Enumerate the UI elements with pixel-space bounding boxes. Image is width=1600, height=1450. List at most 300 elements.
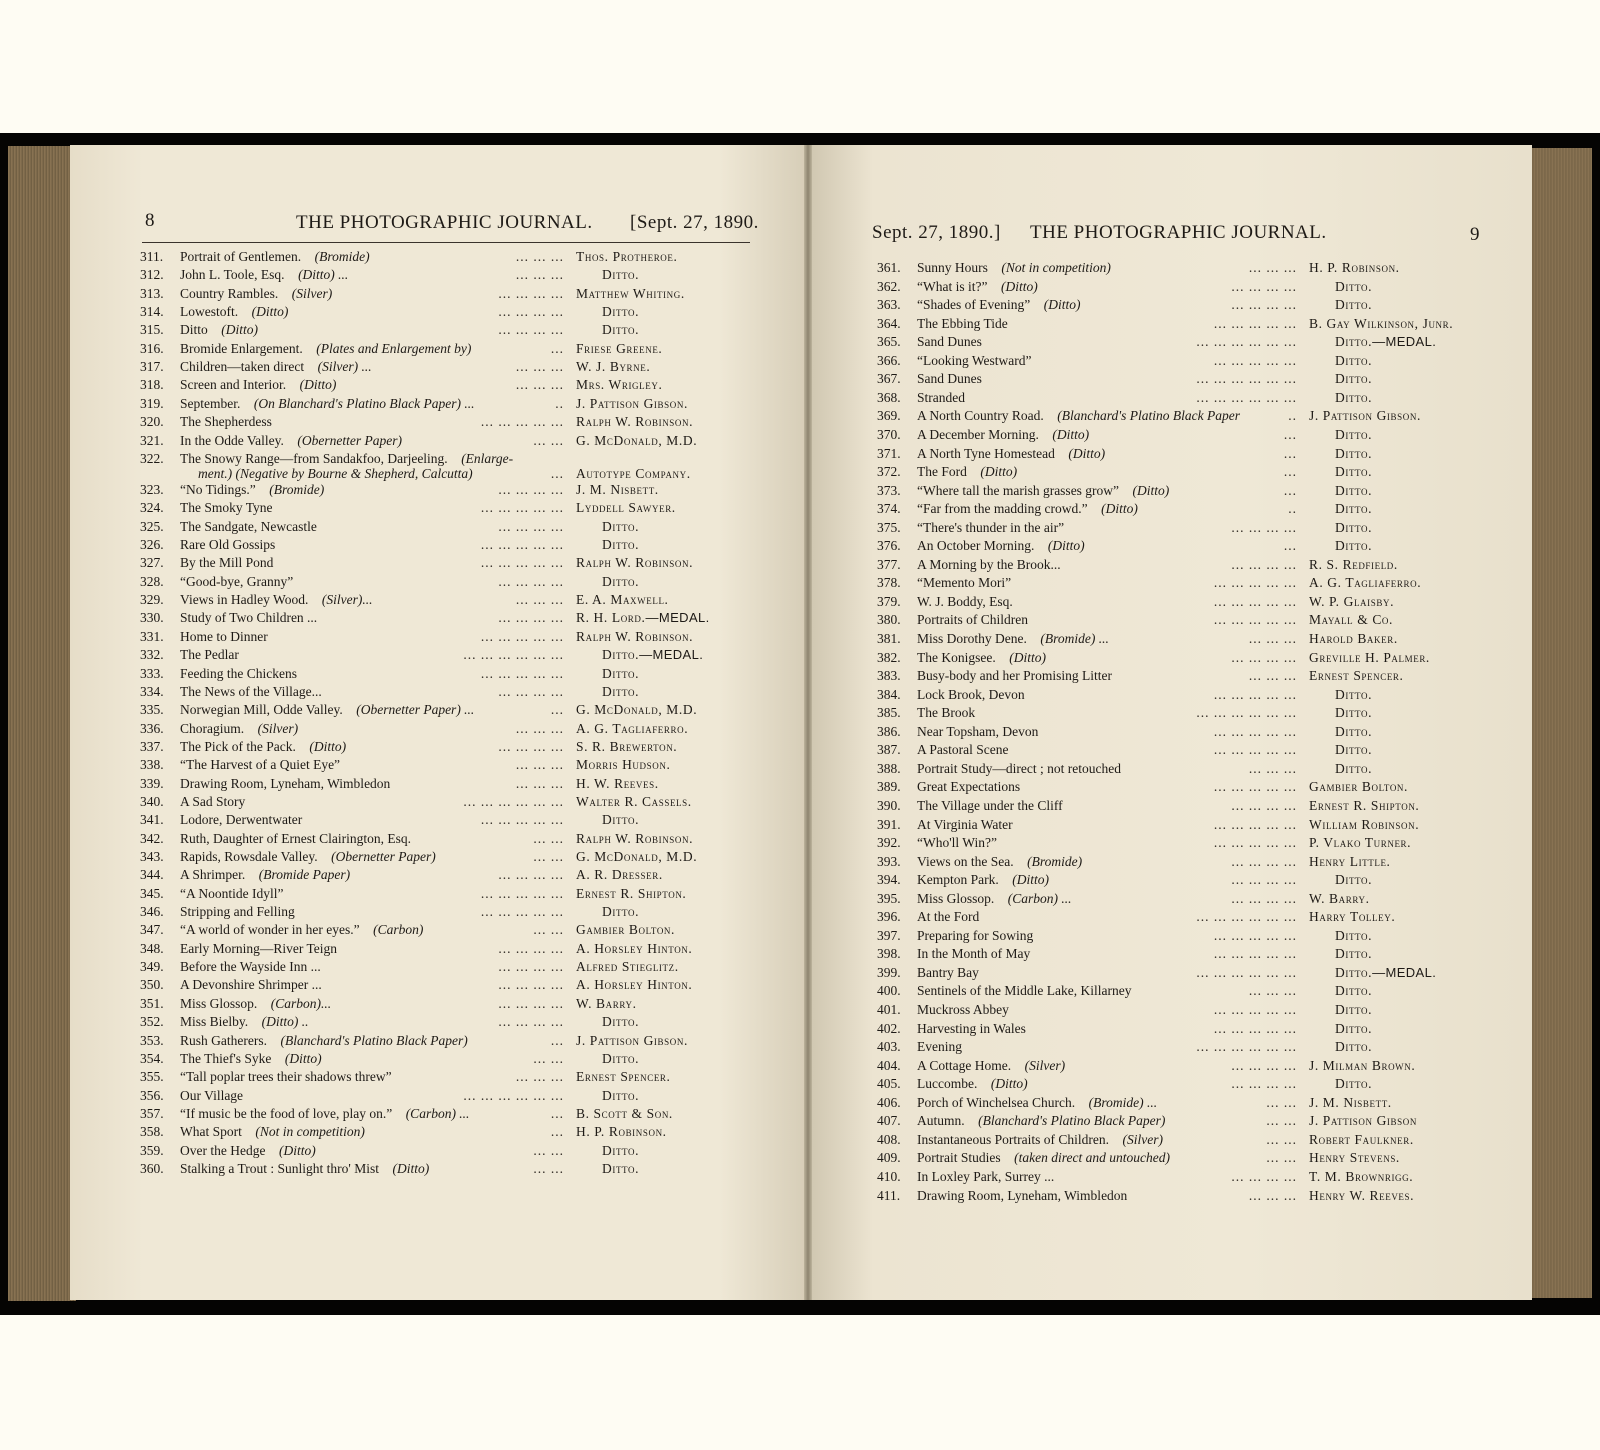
entry-row <box>877 296 1497 314</box>
leader-dots: ... <box>550 1124 564 1140</box>
leader-dots: ... ... ... ... ... <box>1213 723 1297 739</box>
author-name: Ditto. <box>1335 538 1373 554</box>
leader-dots: ... ... ... ... ... ... <box>1196 389 1297 405</box>
entry-title-text: A December Morning. <box>917 426 1039 442</box>
entry-number: 344. <box>140 867 164 883</box>
entry-process-note: (Obernetter Paper) <box>297 432 402 448</box>
entry-title <box>917 1094 1157 1112</box>
entry-title-text: In the Month of May <box>917 946 1031 962</box>
entry-author <box>602 646 703 664</box>
entry-process-note: (Ditto) ... <box>298 267 349 283</box>
entry-title <box>180 1032 468 1050</box>
entry-title-text: Stranded <box>917 389 965 405</box>
entry-number: 392. <box>877 835 901 851</box>
author-name: J. M. Nisbett. <box>576 482 659 498</box>
entry-title <box>180 628 268 646</box>
entry-title-text: Sand Dunes <box>917 334 982 350</box>
entry-row <box>877 352 1497 370</box>
entry-title-text: Bromide Enlargement. <box>180 340 303 356</box>
leader-dots: ... ... ... ... <box>498 683 564 699</box>
entry-title-text: Before the Wayside Inn ... <box>180 959 321 975</box>
entry-title <box>180 536 275 554</box>
entry-author <box>1335 1001 1372 1019</box>
entry-title <box>917 611 1028 629</box>
entry-author <box>1309 1057 1415 1075</box>
entry-title <box>180 413 272 431</box>
entry-author <box>576 793 692 811</box>
entry-number: 330. <box>140 610 164 626</box>
entry-author <box>1335 333 1436 351</box>
author-name: B. Scott & Son. <box>576 1105 673 1121</box>
entry-row <box>877 1149 1497 1167</box>
entry-title-text: Preparing for Sowing <box>917 927 1034 943</box>
entry-title-text: What Sport <box>180 1124 242 1140</box>
author-name: A. R. Dresser. <box>576 867 663 883</box>
entry-author <box>1309 797 1419 815</box>
author-name: E. A. Maxwell. <box>576 592 669 608</box>
entry-title-text: Study of Two Children ... <box>180 610 318 626</box>
entry-row <box>140 995 760 1013</box>
entry-title-text: An October Morning. <box>917 538 1035 554</box>
entry-title <box>180 903 295 921</box>
author-name: Ditto. <box>602 812 640 828</box>
entry-title <box>180 609 317 627</box>
entry-title <box>917 964 979 982</box>
entry-author <box>602 1087 639 1105</box>
leader-dots: ... ... <box>1266 1131 1297 1147</box>
leader-dots: ... ... ... ... <box>1231 1168 1297 1184</box>
entry-number: 404. <box>877 1057 901 1073</box>
leader-dots: ... ... ... ... ... <box>480 414 564 430</box>
author-name: Ralph W. Robinson. <box>576 414 694 430</box>
entry-title-text: The Thief's Syke <box>180 1050 272 1066</box>
entry-process-note: (Bromide Paper) <box>258 867 351 883</box>
entry-author <box>576 921 675 939</box>
entry-row <box>140 1032 760 1050</box>
entry-number: 409. <box>877 1150 901 1166</box>
leader-dots: ... ... ... ... ... <box>480 812 564 828</box>
leader-dots: ... ... ... ... ... ... <box>463 793 564 809</box>
leader-dots: ... <box>550 340 564 356</box>
leader-dots: ... ... ... ... <box>498 610 564 626</box>
entry-title-text: A Pastoral Scene <box>917 742 1009 758</box>
entry-number: 311. <box>140 249 164 264</box>
leader-dots: .. <box>555 395 564 411</box>
entry-author <box>602 321 639 339</box>
entry-process-note: (Ditto) .. <box>261 1014 309 1030</box>
entry-title-text: The Brook <box>917 705 976 721</box>
entry-title <box>917 1075 1028 1093</box>
entry-process-note: (Bromide) <box>269 482 325 498</box>
entry-number: 377. <box>877 556 901 572</box>
entry-title <box>180 1068 392 1086</box>
entry-row <box>140 756 760 774</box>
entry-title-text: “Looking Westward” <box>917 352 1032 368</box>
leader-dots: ... ... ... ... <box>1231 853 1297 869</box>
entry-number: 401. <box>877 1002 901 1017</box>
entry-number: 372. <box>877 464 901 480</box>
author-name: Ditto. <box>1335 742 1373 758</box>
author-name: Ditto. <box>602 683 640 699</box>
leader-dots: ... ... <box>533 922 564 938</box>
entry-process-note: (Ditto) <box>1068 445 1106 461</box>
leader-dots: ... <box>550 1032 564 1048</box>
entry-title-text: In Loxley Park, Surrey ... <box>917 1168 1055 1184</box>
entry-title-text: The Pick of the Pack. <box>180 738 296 754</box>
leader-dots: ... <box>1283 538 1297 554</box>
entry-title <box>180 775 390 793</box>
entry-row <box>140 413 760 431</box>
entry-number: 332. <box>140 647 164 663</box>
entry-title-text: Our Village <box>180 1087 244 1103</box>
entry-process-note: (Carbon)... <box>270 995 332 1011</box>
entry-author <box>1309 834 1411 852</box>
entry-author <box>576 775 659 793</box>
entry-row <box>140 665 760 683</box>
entry-title <box>180 518 317 536</box>
entry-row <box>140 720 760 738</box>
entry-number: 358. <box>140 1124 164 1140</box>
entry-author <box>576 340 662 358</box>
entry-number: 400. <box>877 983 901 999</box>
entry-title <box>180 995 331 1013</box>
entry-author <box>602 683 639 701</box>
entry-title-text: Busy-body and her Promising Litter <box>917 668 1112 684</box>
entry-author <box>1309 1131 1414 1149</box>
entry-title-text: “The Harvest of a Quiet Eye” <box>180 757 341 773</box>
author-name: Ralph W. Robinson. <box>576 830 694 846</box>
author-name: Mayall & Co. <box>1309 612 1394 628</box>
author-name: W. Barry. <box>1309 890 1370 906</box>
leader-dots: ... ... ... ... ... <box>1213 946 1297 962</box>
entry-title <box>917 853 1082 871</box>
entry-author <box>576 830 693 848</box>
entry-author <box>1335 982 1372 1000</box>
entry-title <box>917 834 997 852</box>
entry-row <box>140 683 760 701</box>
medal-award: —MEDAL. <box>639 647 704 663</box>
right-running-title: THE PHOTOGRAPHIC JOURNAL. <box>1030 222 1327 243</box>
entry-number: 322. <box>140 450 164 466</box>
entry-title-text: Kempton Park. <box>917 872 999 888</box>
entry-number: 360. <box>140 1160 164 1176</box>
leader-dots: ... ... ... ... ... <box>1213 352 1297 368</box>
leader-dots: ... ... ... ... <box>1231 556 1297 572</box>
entry-title-text: Views in Hadley Wood. <box>180 592 309 608</box>
left-date: [Sept. 27, 1890. <box>630 212 759 233</box>
entry-process-note: (Ditto) <box>1047 538 1085 554</box>
entry-row <box>877 704 1497 722</box>
entry-number: 313. <box>140 285 164 301</box>
leader-dots: ... ... <box>1266 1150 1297 1166</box>
entry-process-note: (Not in competition) <box>1001 260 1111 275</box>
entry-number: 410. <box>877 1168 901 1184</box>
entry-title-text: Stalking a Trout : Sunlight thro' Mist <box>180 1160 379 1176</box>
entry-row <box>140 554 760 572</box>
entry-process-note: (Obernetter Paper) ... <box>356 702 475 718</box>
entry-title <box>180 848 436 866</box>
leader-dots: ... ... ... ... ... ... <box>1196 371 1297 387</box>
entry-row <box>877 370 1497 388</box>
entry-row <box>877 1094 1497 1112</box>
entry-row <box>877 389 1497 407</box>
entry-row <box>877 908 1497 926</box>
entry-author <box>576 285 685 303</box>
author-name: G. McDonald, M.D. <box>576 849 698 865</box>
entry-author <box>1335 1075 1372 1093</box>
author-name: Ditto. <box>1335 482 1373 498</box>
entry-number: 339. <box>140 775 164 791</box>
entry-author <box>1335 445 1372 463</box>
entry-author <box>576 995 637 1013</box>
entry-title-text: “Memento Mori” <box>917 575 1012 591</box>
leader-dots: ... ... ... ... <box>498 959 564 975</box>
leader-dots: ... ... ... ... ... <box>1213 816 1297 832</box>
author-name: H. W. Reeves. <box>576 775 659 791</box>
entry-row <box>877 463 1497 481</box>
right-page-edges <box>1530 148 1592 1298</box>
entry-row <box>140 518 760 536</box>
entry-number: 319. <box>140 395 164 411</box>
entry-number: 396. <box>877 909 901 925</box>
entry-number: 379. <box>877 593 901 609</box>
entry-row <box>140 940 760 958</box>
author-name: Ditto. <box>602 1014 640 1030</box>
entry-title-text: Sunny Hours <box>917 260 988 275</box>
entry-number: 408. <box>877 1131 901 1147</box>
entry-number: 354. <box>140 1050 164 1066</box>
entry-row <box>877 1001 1497 1019</box>
entry-row <box>877 278 1497 296</box>
entry-title <box>180 665 297 683</box>
entry-author <box>1335 704 1372 722</box>
leader-dots: ... ... ... <box>515 267 564 283</box>
author-name: Ditto. <box>602 518 640 534</box>
entry-title-text: The Konigsee. <box>917 649 996 665</box>
leader-dots: ... ... <box>1266 1094 1297 1110</box>
entry-title <box>180 811 302 829</box>
entry-row <box>877 964 1497 982</box>
entry-title-text: Choragium. <box>180 720 245 736</box>
leader-dots: ... ... ... ... ... <box>1213 686 1297 702</box>
entry-number: 398. <box>877 946 901 962</box>
entry-process-note: (Ditto) <box>1000 278 1038 294</box>
entry-title <box>180 885 283 903</box>
entry-author <box>576 1032 688 1050</box>
entry-row <box>140 1013 760 1031</box>
entry-row <box>140 903 760 921</box>
entry-author <box>1335 927 1372 945</box>
entry-title <box>180 866 350 884</box>
entry-row <box>877 723 1497 741</box>
entry-number: 331. <box>140 628 164 644</box>
author-name: Ditto. <box>602 1050 640 1066</box>
entry-title-text: The Shepherdess <box>180 414 272 430</box>
leader-dots: ... ... ... ... ... ... <box>1196 1039 1297 1055</box>
author-name: Ditto. <box>1335 872 1373 888</box>
entry-number: 369. <box>877 408 901 424</box>
leader-dots: ... ... <box>533 1142 564 1158</box>
entry-title <box>917 649 1046 667</box>
entry-title-text: Stripping and Felling <box>180 904 295 920</box>
entry-author <box>1335 370 1372 388</box>
entry-author <box>1309 574 1421 592</box>
entry-title-text: A Shrimper. <box>180 867 246 883</box>
entry-title <box>917 482 1169 500</box>
entry-author <box>576 481 659 499</box>
author-name: J. Pattison Gibson <box>1309 1113 1417 1129</box>
entry-author <box>576 591 669 609</box>
entry-title-text: In the Odde Valley. <box>180 432 284 448</box>
leader-dots: ... <box>1283 482 1297 498</box>
entry-author <box>1309 1187 1414 1205</box>
entry-title-text: “A Noontide Idyll” <box>180 885 284 901</box>
entry-row <box>877 778 1497 796</box>
entry-process-note: (Ditto) <box>1132 482 1170 498</box>
entry-process-note: (taken direct and untouched) <box>1014 1150 1170 1166</box>
entry-number: 325. <box>140 518 164 534</box>
entry-title-text: “If music be the food of love, play on.” <box>180 1105 393 1121</box>
entry-title <box>917 778 1020 796</box>
author-name: Ditto. <box>1335 723 1373 739</box>
entry-number: 387. <box>877 742 901 758</box>
entry-title <box>917 426 1089 444</box>
entry-number: 370. <box>877 426 901 442</box>
author-name: P. Vlako Turner. <box>1309 835 1412 851</box>
entry-number: 334. <box>140 683 164 699</box>
entry-title <box>180 720 298 738</box>
entry-process-note: (Ditto) <box>1052 426 1090 442</box>
entry-row <box>140 248 760 266</box>
leader-dots: ... ... <box>533 1160 564 1176</box>
author-name: R. H. Lord. <box>576 610 646 626</box>
entry-title <box>917 686 1025 704</box>
entry-title-text: Rush Gatherers. <box>180 1032 267 1048</box>
author-name: H. P. Robinson. <box>1309 260 1400 275</box>
leader-dots: ... ... ... ... <box>498 482 564 498</box>
author-name: Ditto. <box>1335 519 1373 535</box>
author-name: Ditto. <box>1335 464 1373 480</box>
entry-number: 373. <box>877 482 901 498</box>
medal-award: —MEDAL. <box>645 610 710 626</box>
entry-row <box>877 259 1497 277</box>
entry-row <box>140 536 760 554</box>
author-name: Ditto. <box>1335 389 1373 405</box>
entry-process-note: (Silver) <box>1122 1131 1163 1147</box>
author-name: Ditto. <box>1335 686 1373 702</box>
entry-title <box>917 927 1033 945</box>
leader-dots: ... ... ... <box>1248 631 1297 646</box>
entry-author <box>602 1050 639 1068</box>
entry-number: 345. <box>140 885 164 901</box>
leader-dots: ... ... ... ... <box>498 1014 564 1030</box>
entry-number: 380. <box>877 612 901 628</box>
entry-title-text: Rare Old Gossips <box>180 537 276 553</box>
entry-title <box>917 945 1030 963</box>
left-running-title: THE PHOTOGRAPHIC JOURNAL. <box>296 212 593 233</box>
entry-author <box>1309 611 1393 629</box>
author-name: Ditto. <box>602 573 640 589</box>
leader-dots: ... ... ... <box>515 359 564 375</box>
author-name: H. P. Robinson. <box>576 1124 667 1140</box>
author-name: Ditto. <box>1335 352 1373 368</box>
entry-row <box>140 848 760 866</box>
entry-author <box>1335 278 1372 296</box>
leader-dots: ... ... ... ... <box>498 738 564 754</box>
author-name: Greville H. Palmer. <box>1309 649 1430 665</box>
author-name: Ditto. <box>1335 501 1373 517</box>
entry-title <box>180 921 423 939</box>
author-name: Ralph W. Robinson. <box>576 555 694 571</box>
author-name: Ditto. <box>1335 297 1373 313</box>
entry-process-note: (Ditto) <box>1101 501 1138 517</box>
author-name: Ditto. <box>602 322 640 338</box>
entry-row <box>140 976 760 994</box>
author-name: Ditto. <box>1335 927 1373 943</box>
entry-title <box>917 315 1008 333</box>
author-name: Ditto. <box>602 267 640 283</box>
leader-dots: ... ... ... <box>515 249 564 264</box>
author-name: Ditto. <box>1335 426 1373 442</box>
entry-author <box>576 756 670 774</box>
author-name: Ditto. <box>1335 760 1373 776</box>
entry-title-text: Portraits of Children <box>917 612 1028 628</box>
entry-title-text: Lock Brook, Devon <box>917 686 1025 702</box>
entry-author <box>1309 649 1430 667</box>
leader-dots: ... <box>550 702 564 718</box>
entry-number: 411. <box>877 1187 901 1203</box>
entry-title-text: Rapids, Rowsdale Valley. <box>180 849 318 865</box>
leader-dots: ... ... ... ... ... <box>1213 779 1297 795</box>
entry-process-note: (Carbon) ... <box>1007 890 1072 906</box>
entry-number: 397. <box>877 927 901 943</box>
leader-dots: ... ... ... ... ... <box>480 555 564 571</box>
leader-dots: ... ... ... ... <box>498 518 564 534</box>
entry-row <box>140 609 760 627</box>
entry-title <box>180 395 474 413</box>
entry-author <box>576 1105 673 1123</box>
entry-process-note: (Not in competition) <box>255 1124 365 1140</box>
leader-dots: ... ... ... <box>515 775 564 791</box>
entry-title <box>180 1123 365 1141</box>
entry-title-text: Portrait Studies <box>917 1150 1001 1166</box>
author-name: Alfred Stieglitz. <box>576 959 679 975</box>
entry-author <box>1309 407 1421 425</box>
entry-process-note: (Ditto) <box>1043 297 1081 313</box>
entry-number: 393. <box>877 853 901 869</box>
entry-number: 405. <box>877 1076 901 1092</box>
leader-dots: ... ... ... ... <box>1231 649 1297 665</box>
entry-author <box>602 266 639 284</box>
entry-author <box>1335 352 1372 370</box>
author-name: Harry Tolley. <box>1309 909 1396 925</box>
entry-row <box>140 499 760 517</box>
entry-row <box>140 303 760 321</box>
entry-process-note: (Bromide) ... <box>1088 1094 1158 1110</box>
entry-title-text: “There's thunder in the air” <box>917 519 1065 535</box>
entry-row <box>140 591 760 609</box>
entry-title-text: Sentinels of the Middle Lake, Killarney <box>917 983 1132 999</box>
entry-author <box>576 413 693 431</box>
entry-number: 342. <box>140 830 164 846</box>
entry-title-text: A Devonshire Shrimper ... <box>180 977 322 993</box>
author-name: Ditto. <box>1335 1076 1373 1092</box>
entry-author <box>1309 1168 1413 1186</box>
entry-title <box>180 793 245 811</box>
leader-dots: ... ... ... ... <box>1231 278 1297 294</box>
entry-number: 323. <box>140 482 164 498</box>
entry-number: 399. <box>877 964 901 980</box>
